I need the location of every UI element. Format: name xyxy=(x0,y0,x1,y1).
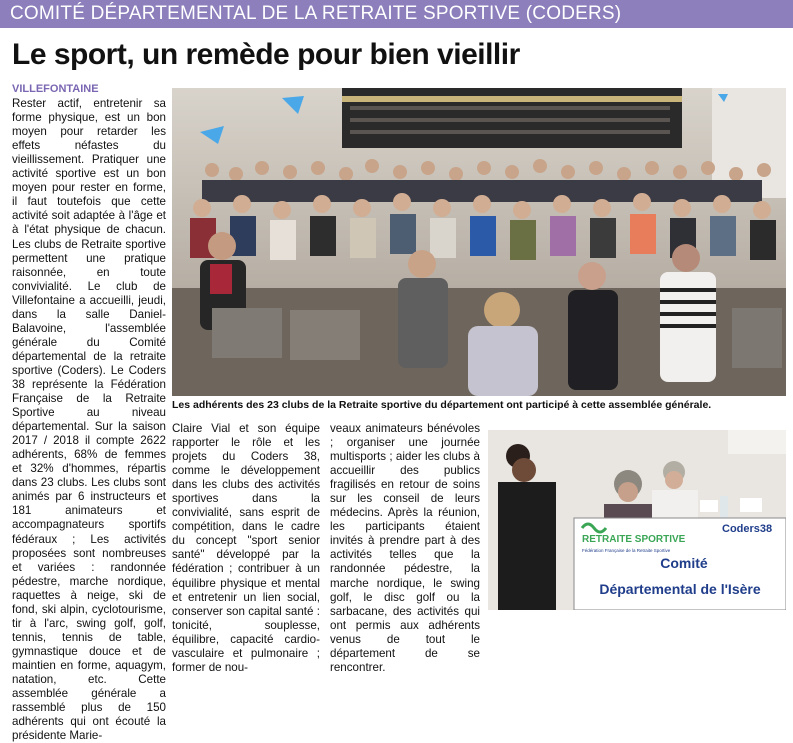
article-column-1 xyxy=(12,82,166,743)
banner-logo-subtext: Fédération Française de la Retraite Sportive xyxy=(582,548,671,553)
article-column-3 xyxy=(330,422,480,675)
section-title: COMITÉ DÉPARTEMENTAL DE LA RETRAITE SPORTIVE (CODERS) xyxy=(10,3,622,24)
column-1-text: Rester actif, entretenir sa forme physique, est un bon moyen pour retarder les effets néfastes du vieillissement. Pratiquer une activité sportive est un bon moyen pour rester en forme, il faut toutefois que cette activité soit adaptée à l'âge et à l'état physique de chacun. Les clubs de Retraite sportive permettent une pratique raisonnée, en toute convivialité. Le club de Villefontaine a accueilli, jeudi, dans la salle Daniel-Balavoine, l'assemblée générale du Comité départemental de la retraite sportive (Coders). Le Coders 38 représente la Fédération Française de la Retraite Sportive au niveau départemental. Sur la saison 2017 / 2018 il compte 2622 adhérents, 68% de femmes et 32% d'hommes, répartis dans 23 clubs. Les clubs sont animés par 6 instructeurs et 181 animateurs et accompagnateurs sportifs fédéraux ; Les activités proposées sont nombreuses et variées : randonnée pédestre, marche nordique, raquettes à neige, ski de fond, ski alpin, cyclotourisme, tir à l'arc, swing golf, golf, tennis, tennis de table, gymnastique douce et de maintien en forme, aquagym, natation, etc. Cette assemblée générale a rassemblé plus de 150 adhérents qui ont écouté la présidente Marie- xyxy=(12,97,166,743)
banner-coders-logo: Coders38 xyxy=(722,523,773,535)
assembly-photo xyxy=(172,88,786,396)
article-headline: Le sport, un remède pour bien vieillir xyxy=(12,38,520,71)
section-banner xyxy=(0,0,793,28)
dateline: VILLEFONTAINE xyxy=(12,83,99,95)
podium-photo-illustration xyxy=(488,430,786,610)
photo-caption: Les adhérents des 23 clubs de la Retraite sportive du département ont participé à cette assemblée générale. xyxy=(172,399,712,411)
banner-line-2: Départemental de l'Isère xyxy=(599,581,761,597)
podium-photo xyxy=(488,430,786,610)
assembly-photo-illustration xyxy=(172,88,786,396)
article-column-2 xyxy=(172,422,320,675)
column-2-text: Claire Vial et son équipe rapporter le rôle et les projets du Coders 38, comme le développement dans les clubs des activités sportives dans la convivialité, sans esprit de compétition, dans le cadre du concept "sport senior santé" développé par la fédération ; contribuer à un équilibre physique et mental et entretenir un lien social, conserver son capital santé : tonicité, souplesse, équilibre, capacité cardio-vasculaire et pulmonaire ; former de nou- xyxy=(172,422,320,674)
banner-line-1: Comité xyxy=(660,555,708,571)
column-3-text: veaux animateurs bénévoles ; organiser une journée multisports ; aider les clubs à accueillir des publics fragilisés en retour de soins sur les conseil de leurs médecins. Après la réunion, les participants étaient invités à prendre part à des activités telles que la randonnée pédestre, la marche nordique, le swing golf, le disc golf ou la sarbacane, des activités qui ont permis aux adhérents venus de tout le département de se rencontrer. xyxy=(330,422,480,674)
banner-logo-text: RETRAITE SPORTIVE xyxy=(582,534,686,545)
